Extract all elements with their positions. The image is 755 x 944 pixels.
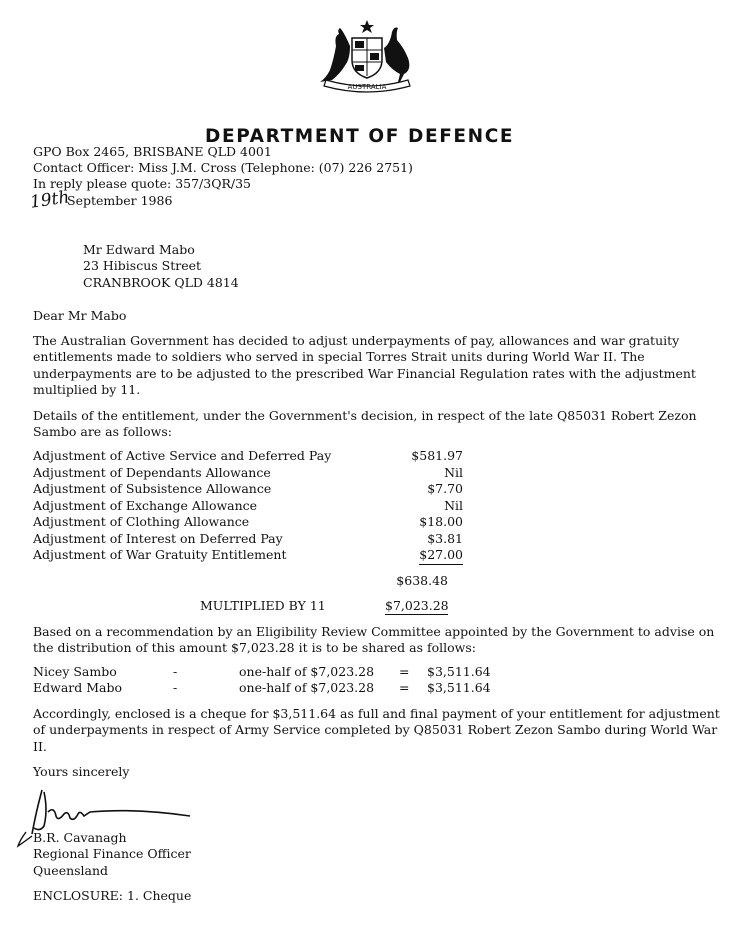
department-address: GPO Box 2465, BRISBANE QLD 4001 (33, 144, 272, 159)
salutation: Dear Mr Mabo (33, 308, 127, 323)
paragraph-details: Details of the entitlement, under the Government's decision, in respect of the late Q85031 Robert Zezon Sambo are as follows: (33, 408, 697, 440)
adjustment-label: Adjustment of Clothing Allowance (33, 514, 250, 529)
adjustment-label: Adjustment of War Gratuity Entitlement (33, 547, 287, 562)
enclosure-note: ENCLOSURE: 1. Cheque (33, 888, 192, 903)
signatory-location: Queensland (33, 863, 109, 878)
adjustment-label: Adjustment of Exchange Allowance (33, 497, 258, 513)
share-equals: = (399, 680, 410, 695)
table-row (33, 498, 463, 515)
adjustment-value: $3.81 (427, 530, 463, 546)
share-name: Nicey Sambo (33, 664, 117, 679)
table-row (33, 465, 463, 482)
contact-officer: Contact Officer: Miss J.M. Cross (Telephone: (07) 226 2751) (33, 160, 413, 175)
reply-reference: In reply please quote: 357/3QR/35 (33, 176, 251, 191)
share-name: Edward Mabo (33, 680, 123, 695)
paragraph-distribution: Based on a recommendation by an Eligibility Review Committee appointed by the Government to advise on the distribution of this amount $7,023.28 it is to be shared as follows: (33, 624, 715, 656)
share-equals: = (399, 664, 410, 679)
handwritten-date: 19th (28, 187, 71, 213)
share-dash: - (173, 664, 178, 679)
share-amount: $3,511.64 (427, 664, 491, 679)
adjustment-value: $27.00 (419, 547, 463, 565)
paragraph-payment: Accordingly, enclosed is a cheque for $3,511.64 as full and final payment of your entitlement for adjustment of underpayments in respect of Army Service completed by Q85031 Robert Zezon Sambo during World War II. (33, 706, 720, 754)
share-amount: $3,511.64 (427, 680, 491, 695)
adjustments-table (33, 448, 463, 564)
table-row (33, 448, 463, 465)
share-text: one-half of $7,023.28 (239, 664, 375, 679)
table-row (33, 531, 463, 548)
table-row (33, 481, 463, 498)
adjustment-value: $581.97 (411, 448, 463, 463)
share-row (33, 664, 493, 680)
recipient-street: 23 Hibiscus Street (83, 258, 202, 273)
adjustment-value: Nil (444, 497, 463, 513)
adjustment-value: Nil (444, 464, 463, 480)
signatory-name: B.R. Cavanagh (33, 830, 127, 845)
letter-date: September 1986 (67, 193, 173, 208)
paragraph-intro: The Australian Government has decided to adjust underpayments of pay, allowances and war gratuity entitlements made to soldiers who served in special Torres Strait units during World War II. The underpayments are to be adjusted to the prescribed War Financial Regulation rates with the adjustment multiplied by 11. (33, 333, 696, 397)
recipient-town: CRANBROOK QLD 4814 (83, 275, 239, 290)
crest-label: AUSTRALIA (347, 83, 387, 91)
adjustment-label: Adjustment of Subsistence Allowance (33, 481, 272, 496)
adjustment-label: Adjustment of Dependants Allowance (33, 464, 271, 480)
coat-of-arms-icon (312, 18, 422, 94)
adjustment-value: $18.00 (419, 514, 463, 529)
recipient-name: Mr Edward Mabo (83, 242, 195, 257)
share-text: one-half of $7,023.28 (239, 680, 375, 695)
subtotal-value: $638.48 (396, 573, 448, 588)
share-dash: - (173, 680, 178, 695)
adjustment-label: Adjustment of Active Service and Deferred Pay (33, 448, 332, 463)
signatory-title: Regional Finance Officer (33, 846, 191, 861)
adjustment-label: Adjustment of Interest on Deferred Pay (33, 530, 283, 546)
multiplied-label: MULTIPLIED BY 11 (200, 598, 326, 613)
closing: Yours sincerely (33, 764, 130, 779)
multiplied-total: $7,023.28 (385, 598, 449, 613)
department-title: DEPARTMENT OF DEFENCE (205, 126, 515, 147)
table-row (33, 547, 463, 564)
adjustment-value: $7.70 (427, 481, 463, 496)
table-row (33, 514, 463, 531)
share-row (33, 680, 493, 696)
